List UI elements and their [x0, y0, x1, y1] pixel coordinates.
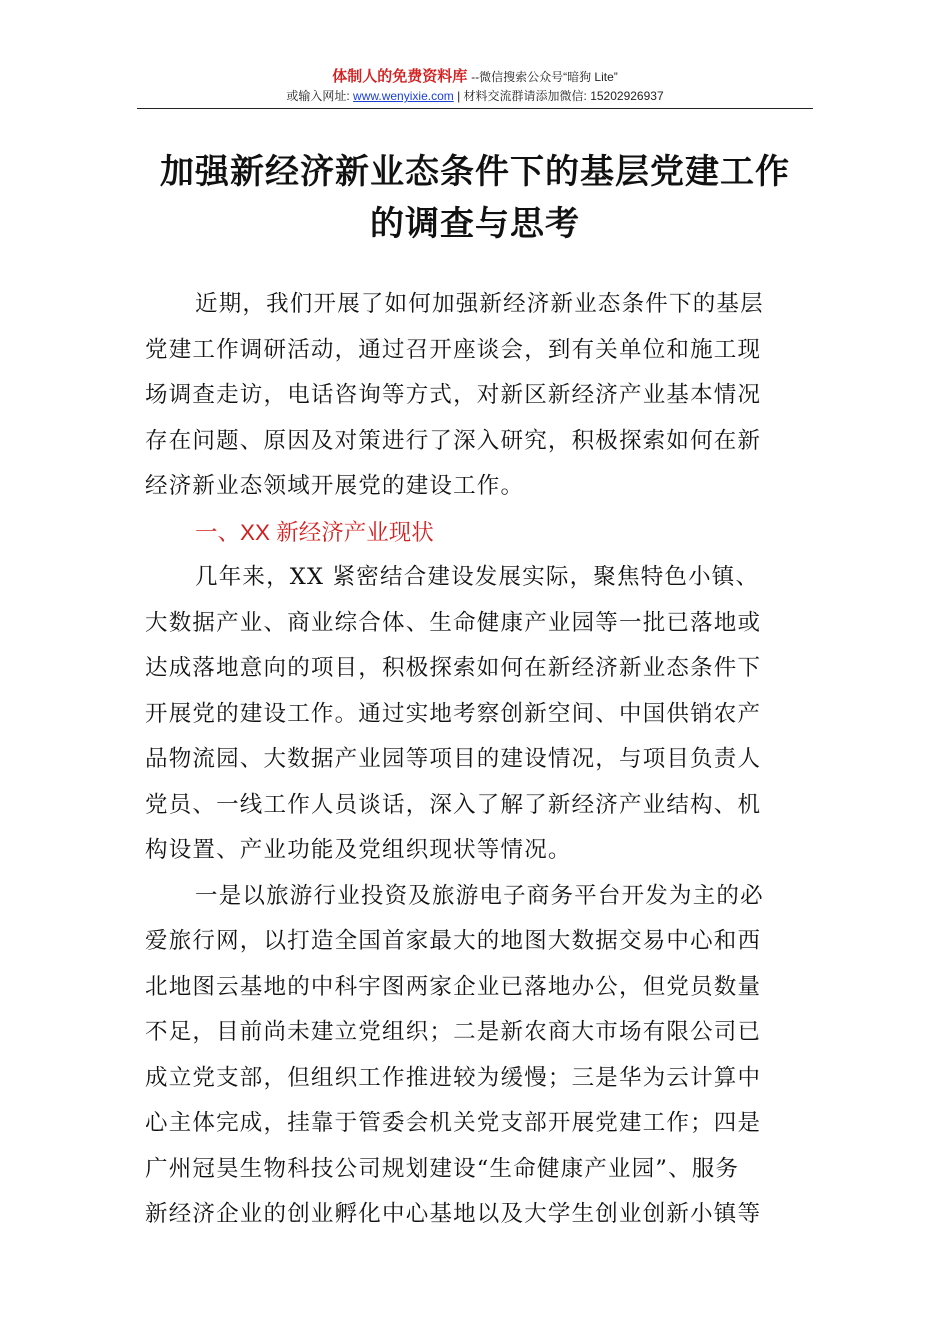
- text-line: 爱旅行网，以打造全国首家最大的地图大数据交易中心和西: [145, 928, 762, 954]
- intro-paragraph: [145, 282, 809, 510]
- text-line: 几年来，XX 紧密结合建设发展实际，聚焦特色小镇、: [195, 564, 760, 590]
- text-line: 存在问题、原因及对策进行了深入研究，积极探索如何在新: [145, 427, 762, 454]
- body-paragraph: [145, 555, 809, 874]
- text-line: 一是以旅游行业投资及旅游电子商务平台开发为主的必: [195, 882, 764, 909]
- text-line: 成立党支部，但组织工作推进较为缓慢；三是华为云计算中: [145, 1064, 762, 1091]
- text-line: 新经济企业的创业孵化中心基地以及大学生创业创新小镇等: [145, 1201, 762, 1227]
- title-line: 的调查与思考: [370, 204, 580, 244]
- text-line: 经济新业态领域开展党的建设工作。: [145, 473, 525, 499]
- text-line: 场调查走访，电话咨询等方式，对新区新经济产业基本情况: [145, 382, 762, 408]
- text-line: 品物流园、大数据产业园等项目的建设情况，与项目负责人: [145, 746, 762, 772]
- text-line: 党员、一线工作人员谈话，深入了解了新经济产业结构、机: [145, 791, 762, 818]
- text-line: 北地图云基地的中科宇图两家企业已落地办公，但党员数量: [145, 973, 762, 1000]
- document-body: [145, 282, 809, 1238]
- page-header: [137, 66, 813, 105]
- header-note: --微信搜索公众号“暗狗 Lite”: [471, 70, 618, 84]
- text-line: 党建工作调研活动，通过召开座谈会，到有关单位和施工现: [145, 336, 762, 363]
- text-line: 开展党的建设工作。通过实地考察创新空间、中国供销农产: [145, 700, 762, 727]
- text-line: 广州冠昊生物科技公司规划建设“生命健康产业园”、服务: [145, 1155, 740, 1182]
- header-line-2: [137, 87, 813, 105]
- document-title: [120, 146, 830, 250]
- header-group-info: | 材料交流群请添加微信: 15202926937: [453, 89, 664, 103]
- text-line: 近期，我们开展了如何加强新经济新业态条件下的基层: [195, 291, 764, 317]
- text-line: 不足，目前尚未建立党组织；二是新农商大市场有限公司已: [145, 1019, 762, 1045]
- text-line: 构设置、产业功能及党组织现状等情况。: [145, 837, 572, 863]
- header-divider: [137, 108, 813, 109]
- text-line: 心主体完成，挂靠于管委会机关党支部开展党建工作；四是: [145, 1110, 762, 1136]
- header-url-link[interactable]: www.wenyixie.com: [353, 89, 454, 103]
- header-brand: 体制人的免费资料库: [332, 68, 468, 85]
- text-line: 达成落地意向的项目，积极探索如何在新经济新业态条件下: [145, 655, 762, 681]
- section-heading: 一、XX 新经济产业现状: [195, 519, 434, 545]
- title-line: 加强新经济新业态条件下的基层党建工作: [160, 152, 790, 192]
- header-url-prefix: 或输入网址:: [286, 89, 354, 103]
- text-line: 大数据产业、商业综合体、生命健康产业园等一批已落地或: [145, 609, 762, 636]
- header-line-1: [137, 66, 813, 87]
- body-paragraph: [145, 874, 809, 1238]
